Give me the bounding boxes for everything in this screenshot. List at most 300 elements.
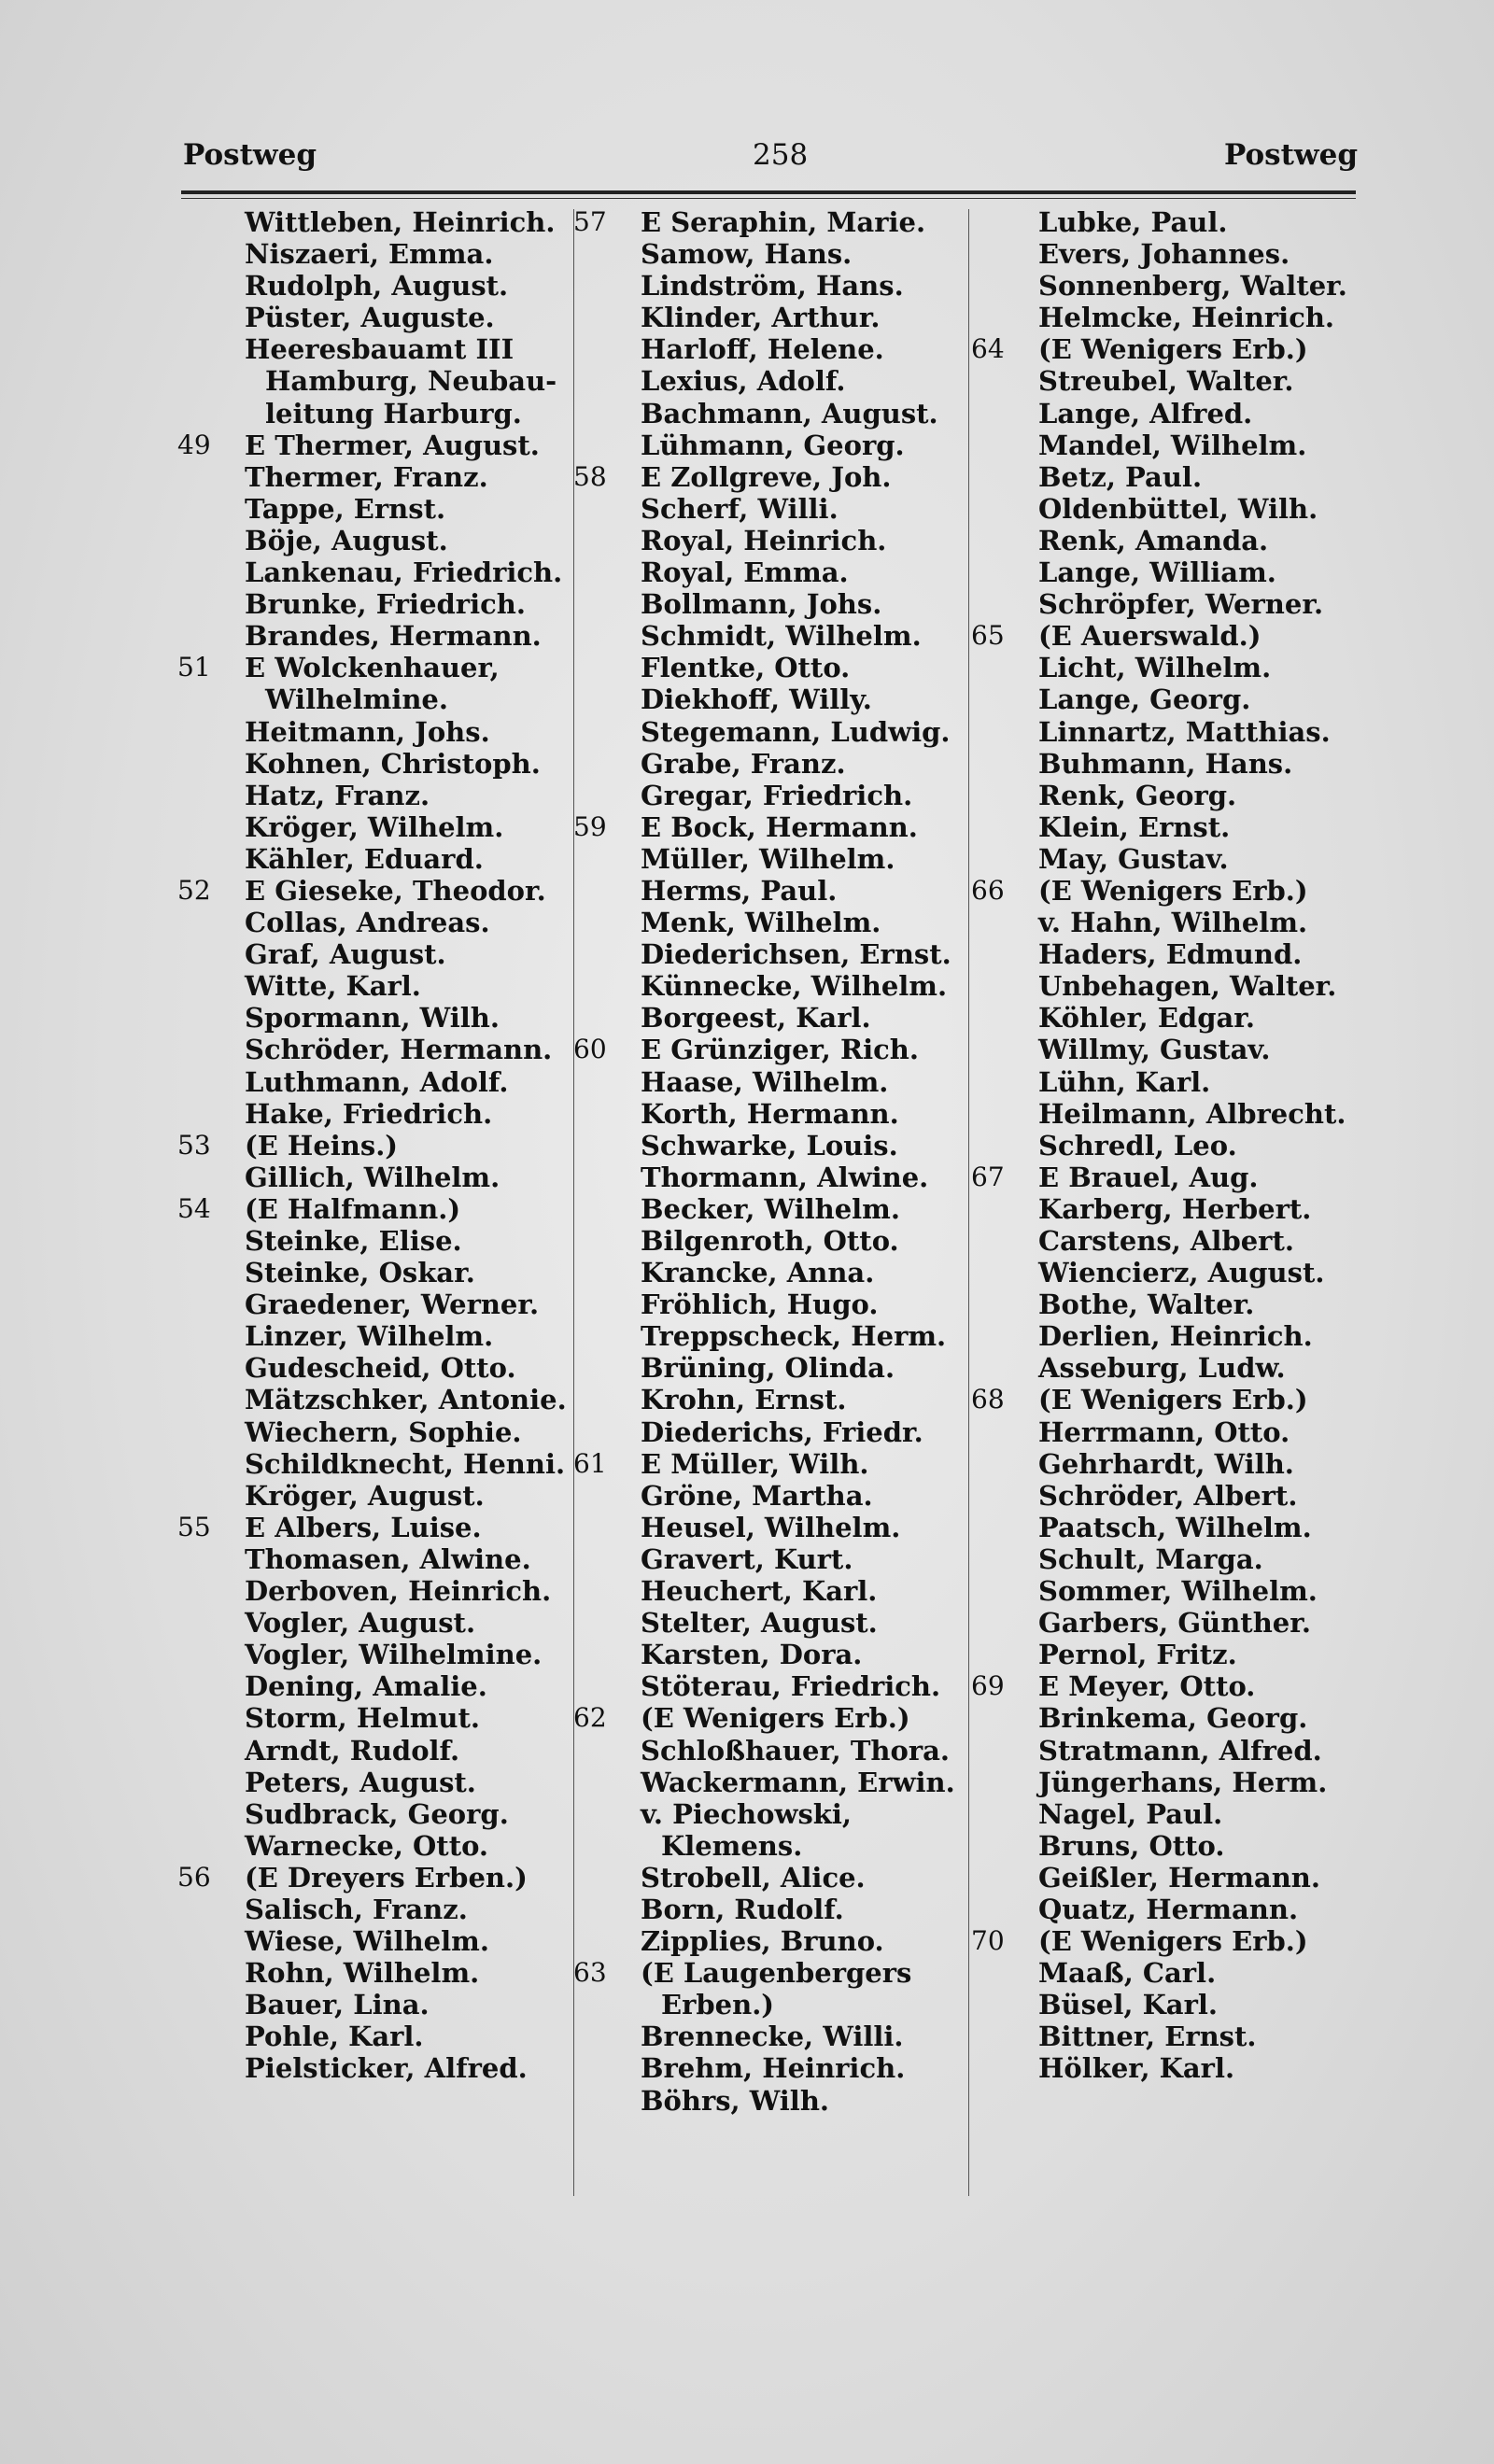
resident-name: Arndt, Rudolf. — [245, 1734, 460, 1767]
directory-entry — [177, 461, 570, 493]
resident-name: Becker, Wilhelm. — [641, 1192, 900, 1225]
resident-name: Lühmann, Georg. — [641, 429, 905, 461]
directory-entry — [573, 1862, 965, 1894]
resident-name: Stelter, August. — [641, 1607, 878, 1640]
resident-name: Gillich, Wilhelm. — [245, 1161, 500, 1193]
directory-entry — [177, 1257, 570, 1288]
resident-name: Wiese, Wilhelm. — [245, 1925, 489, 1958]
directory-entry — [573, 938, 965, 970]
directory-entry — [971, 1862, 1363, 1894]
directory-entry — [177, 748, 570, 780]
directory-entry — [573, 620, 965, 652]
resident-name: Brunke, Friedrich. — [245, 588, 526, 621]
resident-name: Brandes, Hermann. — [245, 620, 542, 653]
resident-name: Schröder, Albert. — [1038, 1479, 1298, 1512]
directory-entry — [177, 1480, 570, 1512]
resident-name: Spormann, Wilh. — [245, 1002, 500, 1035]
directory-entry — [971, 1702, 1363, 1734]
resident-name: Thormann, Alwine. — [641, 1161, 929, 1193]
resident-name: Künnecke, Wilhelm. — [641, 970, 948, 1003]
directory-entry — [573, 843, 965, 875]
resident-name: Brüning, Olinda. — [641, 1352, 895, 1385]
directory-entry — [573, 1098, 965, 1130]
resident-name: Lühn, Karl. — [1038, 1065, 1211, 1098]
resident-name: Harloff, Helene. — [641, 333, 884, 366]
resident-name: Willmy, Gustav. — [1038, 1034, 1271, 1066]
directory-entry — [971, 1925, 1363, 1957]
resident-name: Unbehagen, Walter. — [1038, 970, 1337, 1003]
header-rule-thick — [181, 190, 1356, 194]
resident-name: Haase, Wilhelm. — [641, 1065, 889, 1098]
directory-entry — [573, 206, 965, 238]
directory-entry — [971, 716, 1363, 748]
directory-entry — [971, 1002, 1363, 1034]
resident-name: Pohle, Karl. — [245, 2020, 424, 2053]
resident-name: (E Wenigers Erb.) — [1038, 874, 1308, 907]
resident-name: Rudolph, August. — [245, 270, 509, 303]
directory-entry — [177, 716, 570, 748]
directory-entry — [573, 1384, 965, 1415]
directory-entry — [177, 1066, 570, 1098]
directory-entry — [177, 970, 570, 1002]
resident-name: Grabe, Franz. — [641, 747, 846, 780]
resident-name: Derboven, Heinrich. — [245, 1575, 552, 1608]
directory-entry — [177, 875, 570, 907]
resident-name: Carstens, Albert. — [1038, 1225, 1294, 1257]
directory-entry — [971, 1130, 1363, 1162]
resident-name: Borgeest, Karl. — [641, 1002, 871, 1035]
directory-entry — [177, 302, 570, 333]
resident-name: Storm, Helmut. — [245, 1702, 480, 1735]
house-number: 58 — [573, 460, 607, 492]
directory-entry — [177, 1416, 570, 1448]
directory-entry — [177, 270, 570, 302]
resident-name: Wackermann, Erwin. — [641, 1766, 955, 1798]
directory-entry — [971, 1416, 1363, 1448]
resident-name: Diederichs, Friedr. — [641, 1415, 923, 1448]
directory-entry — [971, 1352, 1363, 1384]
resident-name: Klein, Ernst. — [1038, 810, 1231, 843]
resident-name: Thermer, Franz. — [245, 460, 488, 493]
resident-name: Dening, Amalie. — [245, 1670, 487, 1703]
resident-name: Herms, Paul. — [641, 874, 838, 907]
directory-entry — [971, 1162, 1363, 1193]
resident-name: Hamburg, Neubau- — [265, 365, 557, 398]
resident-name: E Brauel, Aug. — [1038, 1161, 1259, 1193]
directory-entry — [971, 683, 1363, 715]
directory-entry — [971, 1384, 1363, 1415]
resident-name: Jüngerhans, Herm. — [1038, 1766, 1328, 1798]
resident-name: Wittleben, Heinrich. — [245, 206, 556, 238]
directory-entry — [177, 398, 570, 429]
resident-name: Evers, Johannes. — [1038, 238, 1290, 271]
directory-entry — [177, 907, 570, 938]
resident-name: Karsten, Dora. — [641, 1639, 863, 1671]
directory-entry — [177, 683, 570, 715]
directory-entry — [177, 1639, 570, 1670]
resident-name: E Seraphin, Marie. — [641, 206, 926, 238]
directory-entry — [971, 1257, 1363, 1288]
directory-entry — [573, 1798, 965, 1830]
resident-name: Lange, Georg. — [1038, 683, 1251, 716]
directory-entry — [971, 238, 1363, 270]
resident-name: Stegemann, Ludwig. — [641, 715, 951, 748]
directory-entry — [971, 429, 1363, 461]
directory-entry — [971, 1735, 1363, 1767]
directory-entry — [573, 1702, 965, 1734]
resident-name: (E Wenigers Erb.) — [1038, 333, 1308, 366]
header-rule-thin — [181, 198, 1356, 199]
directory-entry — [971, 493, 1363, 525]
directory-entry — [971, 2020, 1363, 2052]
directory-entry — [971, 398, 1363, 429]
house-number: 59 — [573, 810, 607, 842]
directory-entry — [573, 333, 965, 365]
directory-entry — [573, 2020, 965, 2052]
house-number: 61 — [573, 1447, 607, 1479]
house-number: 65 — [971, 620, 1005, 652]
resident-name: Lange, William. — [1038, 556, 1276, 589]
resident-name: Bollmann, Johs. — [641, 588, 882, 621]
directory-entry — [177, 1320, 570, 1352]
resident-name: Linzer, Wilhelm. — [245, 1320, 494, 1353]
directory-entry — [177, 1830, 570, 1862]
directory-entry — [177, 333, 570, 365]
directory-entry — [971, 1957, 1363, 1989]
directory-entry — [573, 1639, 965, 1670]
resident-name: Maaß, Carl. — [1038, 1957, 1217, 1990]
directory-entry — [573, 1670, 965, 1702]
house-number: 51 — [177, 652, 211, 683]
resident-name: Derlien, Heinrich. — [1038, 1320, 1313, 1353]
directory-entry — [971, 1830, 1363, 1862]
resident-name: (E Halfmann.) — [245, 1192, 461, 1225]
resident-name: Oldenbüttel, Wilh. — [1038, 492, 1318, 525]
resident-name: Mandel, Wilhelm. — [1038, 429, 1307, 461]
directory-entry — [573, 780, 965, 811]
resident-name: Schröpfer, Werner. — [1038, 588, 1324, 621]
house-number: 70 — [971, 1925, 1005, 1957]
directory-entry — [573, 2085, 965, 2117]
directory-entry — [971, 780, 1363, 811]
directory-entry — [971, 1098, 1363, 1130]
resident-name: E Bock, Hermann. — [641, 810, 918, 843]
directory-entry — [971, 1288, 1363, 1320]
directory-entry — [177, 1798, 570, 1830]
resident-name: Geißler, Hermann. — [1038, 1861, 1320, 1894]
directory-entry — [177, 1384, 570, 1415]
resident-name: Diekhoff, Willy. — [641, 683, 872, 716]
directory-entry — [971, 588, 1363, 620]
directory-entry — [573, 2052, 965, 2084]
directory-entry — [177, 620, 570, 652]
directory-entry — [573, 1416, 965, 1448]
resident-name: Kähler, Eduard. — [245, 842, 484, 875]
directory-entry — [971, 302, 1363, 333]
house-number: 53 — [177, 1129, 211, 1161]
resident-name: Sonnenberg, Walter. — [1038, 270, 1347, 303]
resident-name: Nagel, Paul. — [1038, 1797, 1223, 1830]
resident-name: Wiechern, Sophie. — [245, 1415, 522, 1448]
directory-entry — [573, 1735, 965, 1767]
directory-entry — [971, 811, 1363, 843]
resident-name: Graf, August. — [245, 938, 446, 971]
resident-name: Heeresbauamt III — [245, 333, 514, 366]
resident-name: Fröhlich, Hugo. — [641, 1288, 879, 1321]
resident-name: Hölker, Karl. — [1038, 2052, 1235, 2085]
house-number: 66 — [971, 874, 1005, 906]
house-number: 63 — [573, 1957, 607, 1989]
directory-entry — [573, 1830, 965, 1862]
directory-entry — [573, 1225, 965, 1257]
resident-name: Tappe, Ernst. — [245, 492, 446, 525]
resident-name: (E Wenigers Erb.) — [641, 1702, 910, 1735]
directory-entry — [971, 1066, 1363, 1098]
resident-name: Kröger, Wilhelm. — [245, 810, 504, 843]
house-number: 69 — [971, 1670, 1005, 1702]
directory-entry — [177, 1767, 570, 1798]
resident-name: Vogler, Wilhelmine. — [245, 1639, 543, 1671]
resident-name: Herrmann, Otto. — [1038, 1415, 1290, 1448]
resident-name: E Gieseke, Theodor. — [245, 874, 546, 907]
directory-entry — [177, 1288, 570, 1320]
resident-name: Schloßhauer, Thora. — [641, 1734, 951, 1767]
directory-entry — [971, 525, 1363, 556]
directory-entry — [971, 1767, 1363, 1798]
resident-name: Korth, Hermann. — [641, 1097, 899, 1130]
resident-name: Bruns, Otto. — [1038, 1829, 1225, 1862]
resident-name: Schredl, Leo. — [1038, 1129, 1237, 1162]
resident-name: (E Heins.) — [245, 1129, 399, 1162]
directory-entry — [177, 811, 570, 843]
directory-entry — [971, 1607, 1363, 1639]
resident-name: Sommer, Wilhelm. — [1038, 1575, 1318, 1608]
resident-name: Sudbrack, Georg. — [245, 1797, 509, 1830]
directory-entry — [971, 652, 1363, 683]
resident-name: Steinke, Elise. — [245, 1225, 462, 1257]
house-number: 54 — [177, 1192, 211, 1224]
resident-name: Garbers, Günther. — [1038, 1607, 1311, 1640]
directory-entry — [971, 1193, 1363, 1225]
directory-entry — [573, 270, 965, 302]
resident-name: Klinder, Arthur. — [641, 302, 881, 334]
directory-entry — [177, 1130, 570, 1162]
page-header — [183, 131, 1358, 177]
directory-entry — [971, 1670, 1363, 1702]
resident-name: Stöterau, Friedrich. — [641, 1670, 941, 1703]
resident-name: Wiencierz, August. — [1038, 1257, 1325, 1289]
resident-name: Lindström, Hans. — [641, 270, 904, 303]
resident-name: Heilmann, Albrecht. — [1038, 1097, 1346, 1130]
directory-entry — [177, 1098, 570, 1130]
resident-name: Bilgenroth, Otto. — [641, 1225, 899, 1257]
directory-entry — [177, 1543, 570, 1575]
resident-name: Treppscheck, Herm. — [641, 1320, 947, 1353]
resident-name: Streubel, Walter. — [1038, 365, 1294, 398]
directory-entry — [573, 1288, 965, 1320]
directory-entry — [971, 843, 1363, 875]
resident-name: (E Wenigers Erb.) — [1038, 1384, 1308, 1416]
directory-entry — [177, 365, 570, 397]
resident-name: Klemens. — [661, 1829, 803, 1862]
directory-entry — [177, 1957, 570, 1989]
directory-entry — [971, 1575, 1363, 1607]
directory-entry — [177, 1862, 570, 1894]
directory-entry — [177, 429, 570, 461]
directory-entry — [573, 1257, 965, 1288]
house-number: 57 — [573, 206, 607, 237]
resident-name: E Thermer, August. — [245, 429, 540, 461]
directory-entry — [177, 1225, 570, 1257]
directory-entry — [177, 780, 570, 811]
directory-entry — [177, 1702, 570, 1734]
resident-name: Haders, Edmund. — [1038, 938, 1303, 971]
resident-name: v. Piechowski, — [641, 1797, 852, 1830]
directory-entry — [971, 1894, 1363, 1925]
resident-name: Paatsch, Wilhelm. — [1038, 1511, 1312, 1543]
directory-entry — [971, 556, 1363, 588]
house-number: 55 — [177, 1511, 211, 1542]
directory-entry — [971, 461, 1363, 493]
resident-name: Bittner, Ernst. — [1038, 2020, 1257, 2053]
house-number: 68 — [971, 1384, 1005, 1415]
resident-name: Gregar, Friedrich. — [641, 779, 913, 811]
resident-name: (E Laugenbergers — [641, 1957, 912, 1990]
directory-entry — [177, 1670, 570, 1702]
resident-name: Menk, Wilhelm. — [641, 907, 881, 939]
resident-name: Böje, August. — [245, 524, 448, 556]
directory-entry — [177, 1989, 570, 2020]
directory-entry — [573, 652, 965, 683]
directory-entry — [971, 1320, 1363, 1352]
resident-name: Hake, Friedrich. — [245, 1097, 493, 1130]
house-number: 62 — [573, 1702, 607, 1734]
directory-entry — [573, 1193, 965, 1225]
directory-entry — [177, 1352, 570, 1384]
directory-entry — [971, 1512, 1363, 1543]
resident-name: Bauer, Lina. — [245, 1989, 430, 2021]
resident-name: Linnartz, Matthias. — [1038, 715, 1331, 748]
directory-entry — [573, 1925, 965, 1957]
resident-name: Scherf, Willi. — [641, 492, 839, 525]
resident-name: Schildknecht, Henni. — [245, 1447, 566, 1480]
resident-name: Collas, Andreas. — [245, 907, 490, 939]
resident-name: Lexius, Adolf. — [641, 365, 846, 398]
directory-entry — [573, 1320, 965, 1352]
resident-name: Büsel, Karl. — [1038, 1989, 1218, 2021]
resident-name: Köhler, Edgar. — [1038, 1002, 1255, 1035]
directory-entry — [573, 238, 965, 270]
resident-name: Wilhelmine. — [265, 683, 448, 716]
directory-entry — [971, 748, 1363, 780]
directory-entry — [573, 1066, 965, 1098]
resident-name: v. Hahn, Wilhelm. — [1038, 907, 1308, 939]
directory-entry — [573, 1002, 965, 1034]
resident-name: Pernol, Fritz. — [1038, 1639, 1237, 1671]
resident-name: Karberg, Herbert. — [1038, 1192, 1312, 1225]
directory-entry — [971, 1448, 1363, 1480]
resident-name: Royal, Emma. — [641, 556, 849, 589]
page-number: 258 — [753, 138, 809, 172]
resident-name: E Grünziger, Rich. — [641, 1034, 919, 1066]
directory-entry — [971, 907, 1363, 938]
resident-name: (E Auerswald.) — [1038, 620, 1261, 653]
directory-entry — [573, 1894, 965, 1925]
resident-name: Gröne, Martha. — [641, 1479, 873, 1512]
resident-name: Schult, Marga. — [1038, 1542, 1263, 1575]
house-number: 49 — [177, 429, 211, 460]
directory-entry — [971, 1798, 1363, 1830]
resident-name: Vogler, August. — [245, 1607, 476, 1640]
directory-entry — [573, 1957, 965, 1989]
resident-name: Krohn, Ernst. — [641, 1384, 847, 1416]
resident-name: Salisch, Franz. — [245, 1893, 468, 1925]
resident-name: leitung Harburg. — [265, 397, 522, 429]
resident-name: Hatz, Franz. — [245, 779, 430, 811]
directory-entry — [573, 811, 965, 843]
resident-name: Buhmann, Hans. — [1038, 747, 1293, 780]
resident-name: Pielsticker, Alfred. — [245, 2052, 528, 2085]
directory-entry — [971, 206, 1363, 238]
directory-entry — [177, 2020, 570, 2052]
directory-entry — [177, 1002, 570, 1034]
resident-name: Kröger, August. — [245, 1479, 485, 1512]
resident-name: (E Dreyers Erben.) — [245, 1861, 528, 1894]
resident-name: Brennecke, Willi. — [641, 2020, 904, 2053]
directory-entry — [573, 1512, 965, 1543]
resident-name: E Wolckenhauer, — [245, 652, 500, 684]
resident-name: Gudescheid, Otto. — [245, 1352, 516, 1385]
column-3 — [971, 206, 1363, 2085]
resident-name: Gravert, Kurt. — [641, 1542, 853, 1575]
resident-name: Müller, Wilhelm. — [641, 842, 895, 875]
directory-entry — [573, 1162, 965, 1193]
directory-entry — [177, 1512, 570, 1543]
directory-entry — [177, 1193, 570, 1225]
directory-entry — [971, 2052, 1363, 2084]
directory-entry — [573, 493, 965, 525]
directory-entry — [177, 525, 570, 556]
directory-entry — [177, 843, 570, 875]
directory-entry — [573, 1034, 965, 1065]
resident-name: Krancke, Anna. — [641, 1257, 875, 1289]
resident-name: Steinke, Oskar. — [245, 1257, 475, 1289]
house-number: 60 — [573, 1034, 607, 1065]
directory-entry — [573, 1352, 965, 1384]
resident-name: Brinkema, Georg. — [1038, 1702, 1308, 1735]
resident-name: Renk, Georg. — [1038, 779, 1237, 811]
resident-name: Böhrs, Wilh. — [641, 2084, 830, 2117]
resident-name: Erben.) — [661, 1989, 775, 2021]
resident-name: Lankenau, Friedrich. — [245, 556, 563, 589]
directory-entry — [971, 970, 1363, 1002]
resident-name: (E Wenigers Erb.) — [1038, 1925, 1308, 1958]
resident-name: Warnecke, Otto. — [245, 1829, 489, 1862]
directory-entry — [177, 652, 570, 683]
resident-name: Licht, Wilhelm. — [1038, 652, 1272, 684]
directory-entry — [971, 875, 1363, 907]
directory-entry — [971, 1543, 1363, 1575]
resident-name: Diederichsen, Ernst. — [641, 938, 951, 971]
directory-entry — [971, 620, 1363, 652]
resident-name: Niszaeri, Emma. — [245, 238, 494, 271]
resident-name: Heusel, Wilhelm. — [641, 1511, 901, 1543]
resident-name: Bachmann, August. — [641, 397, 938, 429]
resident-name: Schröder, Hermann. — [245, 1034, 553, 1066]
column-1 — [177, 206, 570, 2085]
directory-entry — [177, 1607, 570, 1639]
directory-entry — [573, 1575, 965, 1607]
